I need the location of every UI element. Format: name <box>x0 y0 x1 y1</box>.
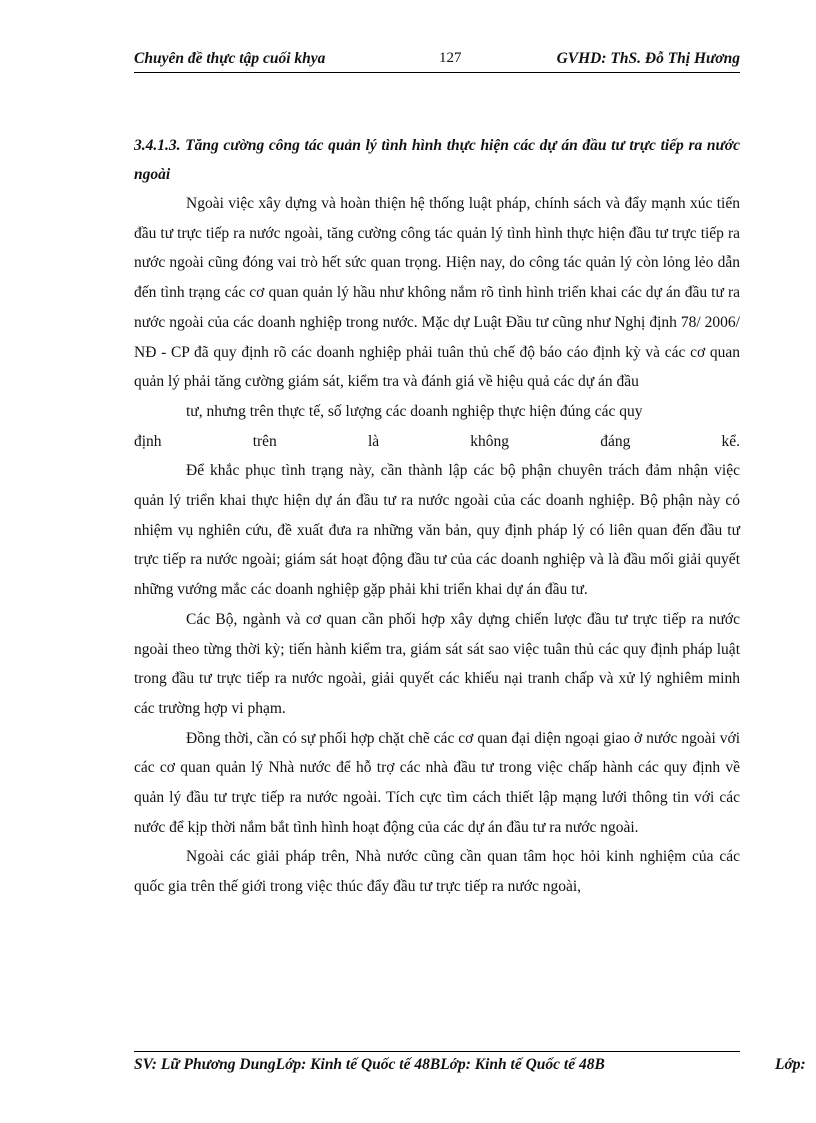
paragraph-1-continued: tư, nhưng trên thực tế, số lượng các doanh nghiệp thực hiện đúng các quy <box>186 402 643 420</box>
page-footer <box>134 1051 806 1073</box>
footer-student: SV: Lữ Phương DungLớp: Kinh tế Quốc tế 48BLớp: Kinh tế Quốc tế 48B <box>134 1056 605 1073</box>
paragraph-4: Đồng thời, cần có sự phối hợp chặt chẽ các cơ quan đại diện ngoại giao ở nước ngoài với các cơ quan quản lý Nhà nước để hỗ trợ các nhà đầu tư trong việc chấp hành các quy định về quản lý đầu tư trực tiếp ra nước ngoài. Tích cực tìm cách thiết lập mạng lưới thông tin với các nước để kịp thời nắm bắt tình hình hoạt động của các dự án đầu tư ra nước ngoài. <box>134 729 740 836</box>
document-body <box>134 131 740 902</box>
paragraph-5: Ngoài các giải pháp trên, Nhà nước cũng cần quan tâm học hỏi kinh nghiệm của các quốc gia trên thế giới trong việc thúc đẩy đầu tư trực tiếp ra nước ngoài, <box>134 848 740 896</box>
paragraph-2: Để khắc phục tình trạng này, cần thành lập các bộ phận chuyên trách đảm nhận việc quản lý triển khai thực hiện dự án đầu tư ra nước ngoài của các doanh nghiệp. Bộ phận này có nhiệm vụ nghiên cứu, đề xuất đưa ra những văn bản, quy định pháp lý có liên quan đến đầu tư trực tiếp ra nước ngoài; giám sát hoạt động đầu tư của các doanh nghiệp và là đầu mối giải quyết những vướng mắc các doanh nghiệp gặp phải khi triển khai dự án đầu tư. <box>134 462 740 599</box>
page-number: 127 <box>439 50 462 66</box>
header-supervisor: GVHD: ThS. Đỗ Thị Hương <box>556 50 740 67</box>
page-header <box>134 46 740 73</box>
section-heading: 3.4.1.3. Tăng cường công tác quản lý tình hình thực hiện các dự án đầu tư trực tiếp ra nước ngoài <box>134 137 740 183</box>
paragraph-1: Ngoài việc xây dựng và hoàn thiện hệ thống luật pháp, chính sách và đẩy mạnh xúc tiến đầu tư trực tiếp ra nước ngoài, tăng cường công tác quản lý tình hình thực hiện đầu tư trực tiếp ra nước ngoài cũng đóng vai trò hết sức quan trọng. Hiện nay, do công tác quản lý còn lỏng lẻo dẫn đến tình trạng các cơ quan quản lý hầu như không nắm rõ tình hình triển khai các dự án đầu tư ra nước ngoài của các doanh nghiệp trong nước. Mặc dự Luật Đầu tư cũng như Nghị định 78/ 2006/ NĐ - CP đã quy định rõ các doanh nghiệp phải tuân thủ chế độ báo cáo định kỳ và các cơ quan quản lý phải tăng cường giám sát, kiểm tra và đánh giá về hiệu quả các dự án đầu <box>134 195 740 391</box>
header-title: Chuyên đề thực tập cuối khya <box>134 50 326 67</box>
footer-class: Lớp: <box>775 1056 806 1073</box>
paragraph-1-end: định trên là không đáng kể. <box>134 432 740 450</box>
paragraph-3: Các Bộ, ngành và cơ quan cần phối hợp xây dựng chiến lược đầu tư trực tiếp ra nước ngoài theo từng thời kỳ; tiến hành kiểm tra, giám sát sát sao việc tuân thủ các quy định pháp luật trong đầu tư trực tiếp ra nước ngoài, giải quyết các khiếu nại tranh chấp và xử lý nghiêm minh các trường hợp vi phạm. <box>134 610 740 717</box>
